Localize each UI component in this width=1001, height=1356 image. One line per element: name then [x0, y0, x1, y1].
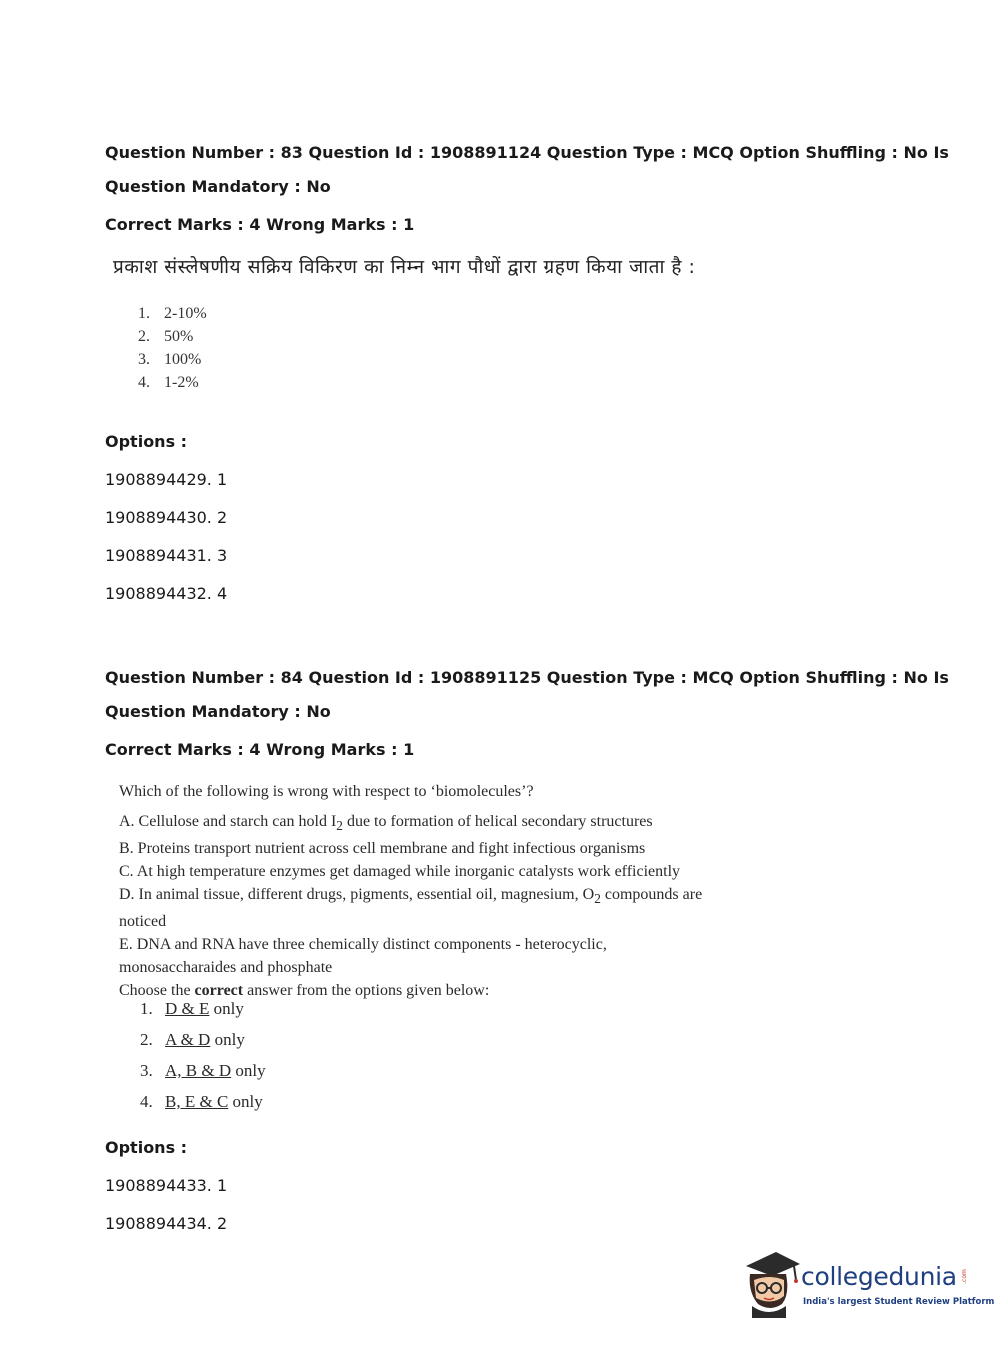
statement-text: due to formation of helical secondary structures: [342, 813, 653, 830]
statement-text: A. Cellulose and starch can hold I: [119, 813, 337, 830]
choice-number: 2.: [140, 1030, 153, 1049]
q84-choice-1: [140, 999, 266, 1030]
q83-option-1: 1908894429. 1: [105, 470, 228, 489]
q84-statement-b: B. Proteins transport nutrient across cell membrane and fight infectious organisms: [119, 840, 646, 858]
logo-tagline: India's largest Student Review Platform: [803, 1297, 995, 1307]
choice-underlined: A & D: [165, 1030, 211, 1049]
choice-underlined: A, B & D: [165, 1061, 232, 1080]
q84-statement-d: [119, 883, 719, 933]
q83-question-text: प्रकाश संस्लेषणीय सक्रिय विकिरण का निम्न भाग पौधों द्वारा ग्रहण किया जाता है :: [113, 256, 696, 278]
choice-underlined: B, E & C: [165, 1092, 229, 1111]
choice-underlined: D & E: [165, 999, 210, 1018]
q83-option-2: 1908894430. 2: [105, 508, 228, 527]
logo-suffix: .com: [960, 1269, 968, 1284]
q84-stem: Which of the following is wrong with respect to ‘biomolecules’?: [119, 783, 534, 800]
q84-choice-3: [140, 1061, 266, 1092]
q83-choice-4: [138, 374, 207, 397]
q84-choice-list: [140, 999, 266, 1123]
q83-header-line2: Question Mandatory : No: [105, 177, 331, 196]
subscript: 2: [594, 891, 601, 907]
q84-marks: Correct Marks : 4 Wrong Marks : 1: [105, 740, 415, 759]
subscript: 2: [336, 818, 343, 834]
instruction-text: answer from the options given below:: [243, 982, 490, 1000]
choice-text: only: [209, 999, 244, 1018]
q84-statement-c: C. At high temperature enzymes get damaged while inorganic catalysts work efficiently: [119, 863, 681, 881]
q84-header-line2: Question Mandatory : No: [105, 702, 331, 721]
instruction-bold: correct: [194, 982, 244, 1000]
collegedunia-mascot-icon: [742, 1248, 802, 1318]
q83-choice-list: [138, 305, 207, 397]
q83-choice-2: [138, 328, 207, 351]
choice-number: 4.: [140, 1092, 153, 1111]
q83-option-3: 1908894431. 3: [105, 546, 228, 565]
q84-options-label: Options :: [105, 1138, 188, 1157]
statement-text: compounds are noticed: [119, 886, 703, 931]
q84-header-line1: Question Number : 84 Question Id : 1908891125 Question Type : MCQ Option Shuffling : No Is: [105, 668, 949, 687]
q83-options-label: Options :: [105, 432, 188, 451]
instruction-text: Choose the: [119, 982, 195, 1000]
choice-text: 100%: [164, 351, 202, 368]
choice-number: 1.: [138, 305, 150, 322]
q84-question-text: [119, 780, 719, 1002]
q83-marks: Correct Marks : 4 Wrong Marks : 1: [105, 215, 415, 234]
choice-text: only: [231, 1061, 266, 1080]
choice-number: 4.: [138, 374, 150, 391]
q83-header-line1: Question Number : 83 Question Id : 1908891124 Question Type : MCQ Option Shuffling : No Is: [105, 143, 949, 162]
q84-statement-e: E. DNA and RNA have three chemically distinct components - heterocyclic, monosaccharaides and phosphate: [119, 936, 607, 977]
q83-choice-3: [138, 351, 207, 374]
choice-text: 2-10%: [164, 305, 207, 322]
choice-number: 2.: [138, 328, 150, 345]
choice-text: 1-2%: [164, 374, 199, 391]
q84-option-1: 1908894433. 1: [105, 1176, 228, 1195]
choice-number: 1.: [140, 999, 153, 1018]
q83-choice-1: [138, 305, 207, 328]
q83-option-4: 1908894432. 4: [105, 584, 228, 603]
choice-text: only: [210, 1030, 245, 1049]
q84-choice-4: [140, 1092, 266, 1123]
q84-option-2: 1908894434. 2: [105, 1214, 228, 1233]
choice-text: only: [228, 1092, 263, 1111]
q84-choice-2: [140, 1030, 266, 1061]
choice-text: 50%: [164, 328, 194, 345]
logo-wordmark: collegedunia: [801, 1262, 957, 1291]
statement-text: D. In animal tissue, different drugs, pigments, essential oil, magnesium, O: [119, 886, 595, 904]
choice-number: 3.: [140, 1061, 153, 1080]
q84-statement-a: [119, 810, 719, 837]
choice-number: 3.: [138, 351, 150, 368]
